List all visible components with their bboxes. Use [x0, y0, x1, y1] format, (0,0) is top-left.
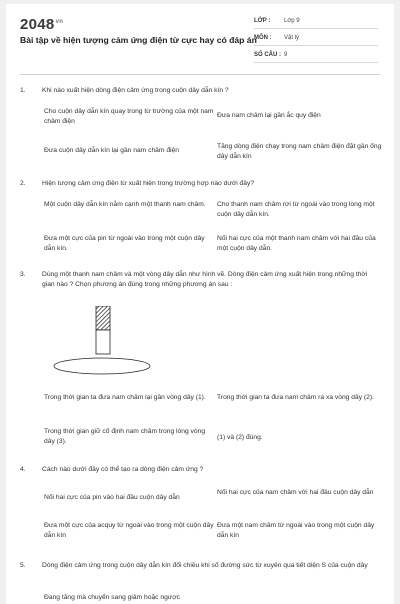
q4-option-d[interactable]: Đưa một nam châm từ ngoài vào trong một cuộn dây dẫn kín: [217, 522, 375, 539]
magnet-coil-figure: [52, 306, 162, 376]
q2-option-c[interactable]: Đưa một cực của pin từ ngoài vào trong một cuộn dây dẫn kín.: [44, 235, 205, 252]
wire-loop: [54, 358, 150, 374]
question-text: Dùng một thanh nam châm và một vòng dây dẫn như hình vẽ. Dòng điện cảm ứng xuất hiện trong những thời gian nào ? Chọn phương án đúng trong những phương án sau :: [42, 271, 368, 288]
meta-key: LỚP :: [254, 18, 271, 24]
meta-table: [254, 16, 378, 67]
q3-option-d[interactable]: (1) và (2) đúng.: [217, 434, 263, 441]
meta-value: Lớp 9: [284, 18, 300, 24]
meta-key: SỐ CÂU :: [254, 52, 281, 58]
question-number: 4.: [20, 466, 26, 473]
magnet-north-pole: [96, 306, 110, 330]
q1-option-b[interactable]: Đưa nam châm lại gần ắc quy điện: [217, 112, 321, 119]
q1-option-d[interactable]: Tăng dòng điện chạy trong nam châm điện đặt gần ống dây dẫn kín: [217, 143, 382, 160]
page-title: Bài tập về hiện tượng cảm ứng điện từ cực hay có đáp án: [20, 35, 257, 45]
question-number: 3.: [20, 271, 26, 278]
meta-row-count: [254, 50, 378, 63]
q3-option-c[interactable]: Trong thời gian giữ cố định nam châm trong lòng vòng dây (3).: [44, 428, 206, 445]
site-logo[interactable]: $2048^{vn}$: [20, 16, 64, 33]
q2-option-d[interactable]: Nối hai cực của một thanh nam châm với hai đầu của một cuộn dây dẫn.: [217, 235, 376, 252]
page-header: [6, 4, 394, 66]
magnet-south-pole: [96, 330, 110, 354]
worksheet-page: [6, 4, 394, 604]
question-text: Cách nào dưới đây có thể tạo ra dòng điện cảm ứng ?: [42, 466, 204, 473]
q3-option-b[interactable]: Trong thời gian ta đưa nam châm ra xa vòng dây (2).: [217, 394, 374, 401]
q5-option-a[interactable]: Đang tăng mà chuyển sang giảm hoặc ngược: [44, 594, 181, 601]
q3-option-a[interactable]: Trong thời gian ta đưa nam châm lại gần vòng dây (1).: [44, 394, 206, 401]
q4-option-c[interactable]: Đưa một cực của acquy từ ngoài vào trong một cuộn dây dẫn kín: [44, 522, 214, 539]
q2-option-a[interactable]: Một cuộn dây dẫn kín nằm cạnh một thanh nam châm.: [44, 201, 206, 208]
question-text: Hiện tượng cảm ứng điện từ xuất hiện trong trường hợp nào dưới đây?: [42, 180, 255, 187]
question-text: Dòng điện cảm ứng trong cuộn dây dẫn kín đổi chiều khi số đường sức từ xuyên qua tiết diện S của cuộn dây: [42, 562, 368, 569]
q4-option-b[interactable]: Nối hai cực của nam châm với hai đầu cuộn dây dẫn: [217, 489, 374, 496]
meta-value: 9: [284, 52, 288, 58]
question-number: 2.: [20, 180, 26, 187]
q4-option-a[interactable]: Nối hai cực của pin vào hai đầu cuộn dây dẫn: [44, 494, 180, 501]
question-number: 1.: [20, 87, 26, 94]
q2-option-b[interactable]: Cho thanh nam châm rơi từ ngoài vào trong lòng một cuộn dây dẫn kín.: [217, 201, 375, 218]
q1-option-a[interactable]: Cho cuộn dây dẫn kín quay trong từ trường của một nam châm điện: [44, 108, 214, 125]
meta-row-class: [254, 16, 378, 29]
meta-value: Vật lý: [284, 35, 300, 41]
question-number: 5.: [20, 562, 26, 569]
meta-key: MÔN :: [254, 35, 272, 41]
question-text: Khi nào xuất hiện dòng điện cảm ứng trong cuộn dây dẫn kín ?: [42, 87, 229, 94]
q1-option-c[interactable]: Đưa cuộn dây dẫn kín lại gần nam châm điện: [44, 147, 179, 154]
meta-row-subject: [254, 33, 378, 46]
header-divider: [20, 74, 380, 75]
